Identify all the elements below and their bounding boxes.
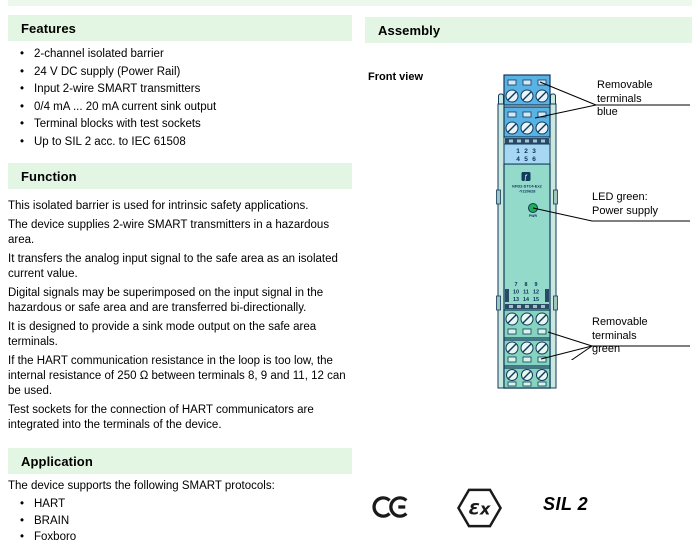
- svg-text:13: 13: [513, 297, 519, 303]
- blue-terminal-block-1: [504, 75, 550, 105]
- svg-text:Ɛx: Ɛx: [468, 499, 491, 519]
- blue-terminal-block-2: [504, 107, 550, 137]
- feature-item: • 2-channel isolated barrier: [8, 46, 356, 64]
- svg-text:2: 2: [524, 148, 528, 155]
- pepperl-fuchs-logo: [522, 172, 531, 182]
- application-list: [8, 496, 356, 546]
- svg-text:14: 14: [523, 297, 529, 303]
- application-intro-text: The device supports the following SMART protocols:: [8, 480, 275, 492]
- application-heading-bar: [8, 448, 352, 474]
- power-led: [529, 204, 538, 219]
- function-title: Function: [21, 168, 77, 184]
- callout-line: Removable terminals: [597, 79, 653, 105]
- callout-removable-terminals-blue: [597, 79, 697, 120]
- screw-terminal-icons: [506, 90, 548, 102]
- function-paragraph: It is designed to provide a sink mode output on the safe area terminals.: [8, 321, 317, 348]
- application-title: Application: [21, 453, 93, 469]
- svg-text:ƒ: ƒ: [524, 174, 528, 182]
- svg-text:3: 3: [532, 148, 536, 155]
- function-paragraph: It transfers the analog input signal to the safe area as an isolated current value.: [8, 253, 338, 280]
- svg-text:PWR: PWR: [529, 214, 537, 218]
- function-paragraph: This isolated barrier is used for intrinsic safety applications.: [8, 200, 309, 212]
- connector-teeth-strip-bottom: [505, 304, 549, 309]
- callout-line: blue: [597, 106, 618, 118]
- feature-item: • 24 V DC supply (Power Rail): [8, 64, 356, 82]
- svg-text:8: 8: [524, 282, 528, 288]
- assembly-heading-bar: [365, 17, 692, 43]
- connector-teeth-strip-top: [505, 138, 549, 144]
- features-list: [8, 46, 356, 151]
- assembly-title: Assembly: [378, 22, 441, 38]
- function-paragraph: Test sockets for the connection of HART communicators are integrated into the terminals of the device.: [8, 404, 314, 431]
- svg-text:12: 12: [533, 289, 539, 296]
- callout-line: LED green:: [592, 191, 648, 203]
- front-view-label: Front view: [368, 71, 424, 83]
- features-title: Features: [21, 20, 76, 36]
- function-heading-bar: [8, 163, 352, 189]
- terminal-numbers-top: [504, 144, 550, 164]
- feature-item: • Input 2-wire SMART transmitters: [8, 81, 356, 99]
- screw-terminal-icons: [506, 122, 548, 134]
- svg-text:11: 11: [523, 289, 529, 296]
- callout-line: green: [592, 343, 621, 355]
- svg-text:9: 9: [534, 282, 538, 288]
- features-heading-bar: [8, 15, 352, 41]
- svg-text:10: 10: [513, 289, 519, 296]
- application-item: • Foxboro: [8, 529, 356, 546]
- function-paragraph: The device supplies 2-wire SMART transmitters in a hazardous area.: [8, 219, 330, 246]
- svg-text:4: 4: [516, 156, 520, 163]
- feature-item: • Up to SIL 2 acc. to IEC 61508: [8, 134, 356, 152]
- ex-hexagon-icon: [456, 486, 503, 530]
- device-front-view-drawing: [488, 70, 572, 400]
- ce-mark-icon: [372, 492, 410, 522]
- callout-removable-terminals-green: [592, 316, 692, 357]
- feature-item: • Terminal blocks with test sockets: [8, 116, 356, 134]
- application-item: • BRAIN: [8, 513, 356, 530]
- device-part-number-line1: KFD2-STC4-Ex2: [512, 183, 542, 189]
- function-paragraph: If the HART communication resistance in the loop is too low, the internal resistance of 250 Ω between terminals 8, 9 and 11, 12 can be used.: [8, 355, 346, 397]
- device-part-number-line2: -Y220628: [518, 188, 536, 194]
- function-paragraph: Digital signals may be superimposed on the input signal in the hazardous or safe area and are transferred bi-directionally.: [8, 287, 324, 314]
- callout-line: Power supply: [592, 204, 659, 217]
- page-top-strip: [8, 0, 692, 6]
- svg-text:7: 7: [514, 282, 518, 288]
- svg-text:6: 6: [532, 156, 536, 163]
- callout-led-green: [592, 191, 692, 218]
- green-terminal-block-3: [504, 368, 550, 388]
- application-item: • HART: [8, 496, 356, 513]
- green-terminal-block-1: [504, 310, 550, 338]
- svg-text:1: 1: [516, 148, 520, 155]
- green-terminal-block-2: [504, 340, 550, 366]
- svg-text:15: 15: [533, 297, 539, 303]
- sil-2-badge: SIL 2: [543, 494, 589, 514]
- callout-line: Removable terminals: [592, 316, 648, 342]
- svg-text:5: 5: [524, 156, 528, 163]
- function-paragraphs: [8, 199, 358, 437]
- feature-item: • 0/4 mA ... 20 mA current sink output: [8, 99, 356, 117]
